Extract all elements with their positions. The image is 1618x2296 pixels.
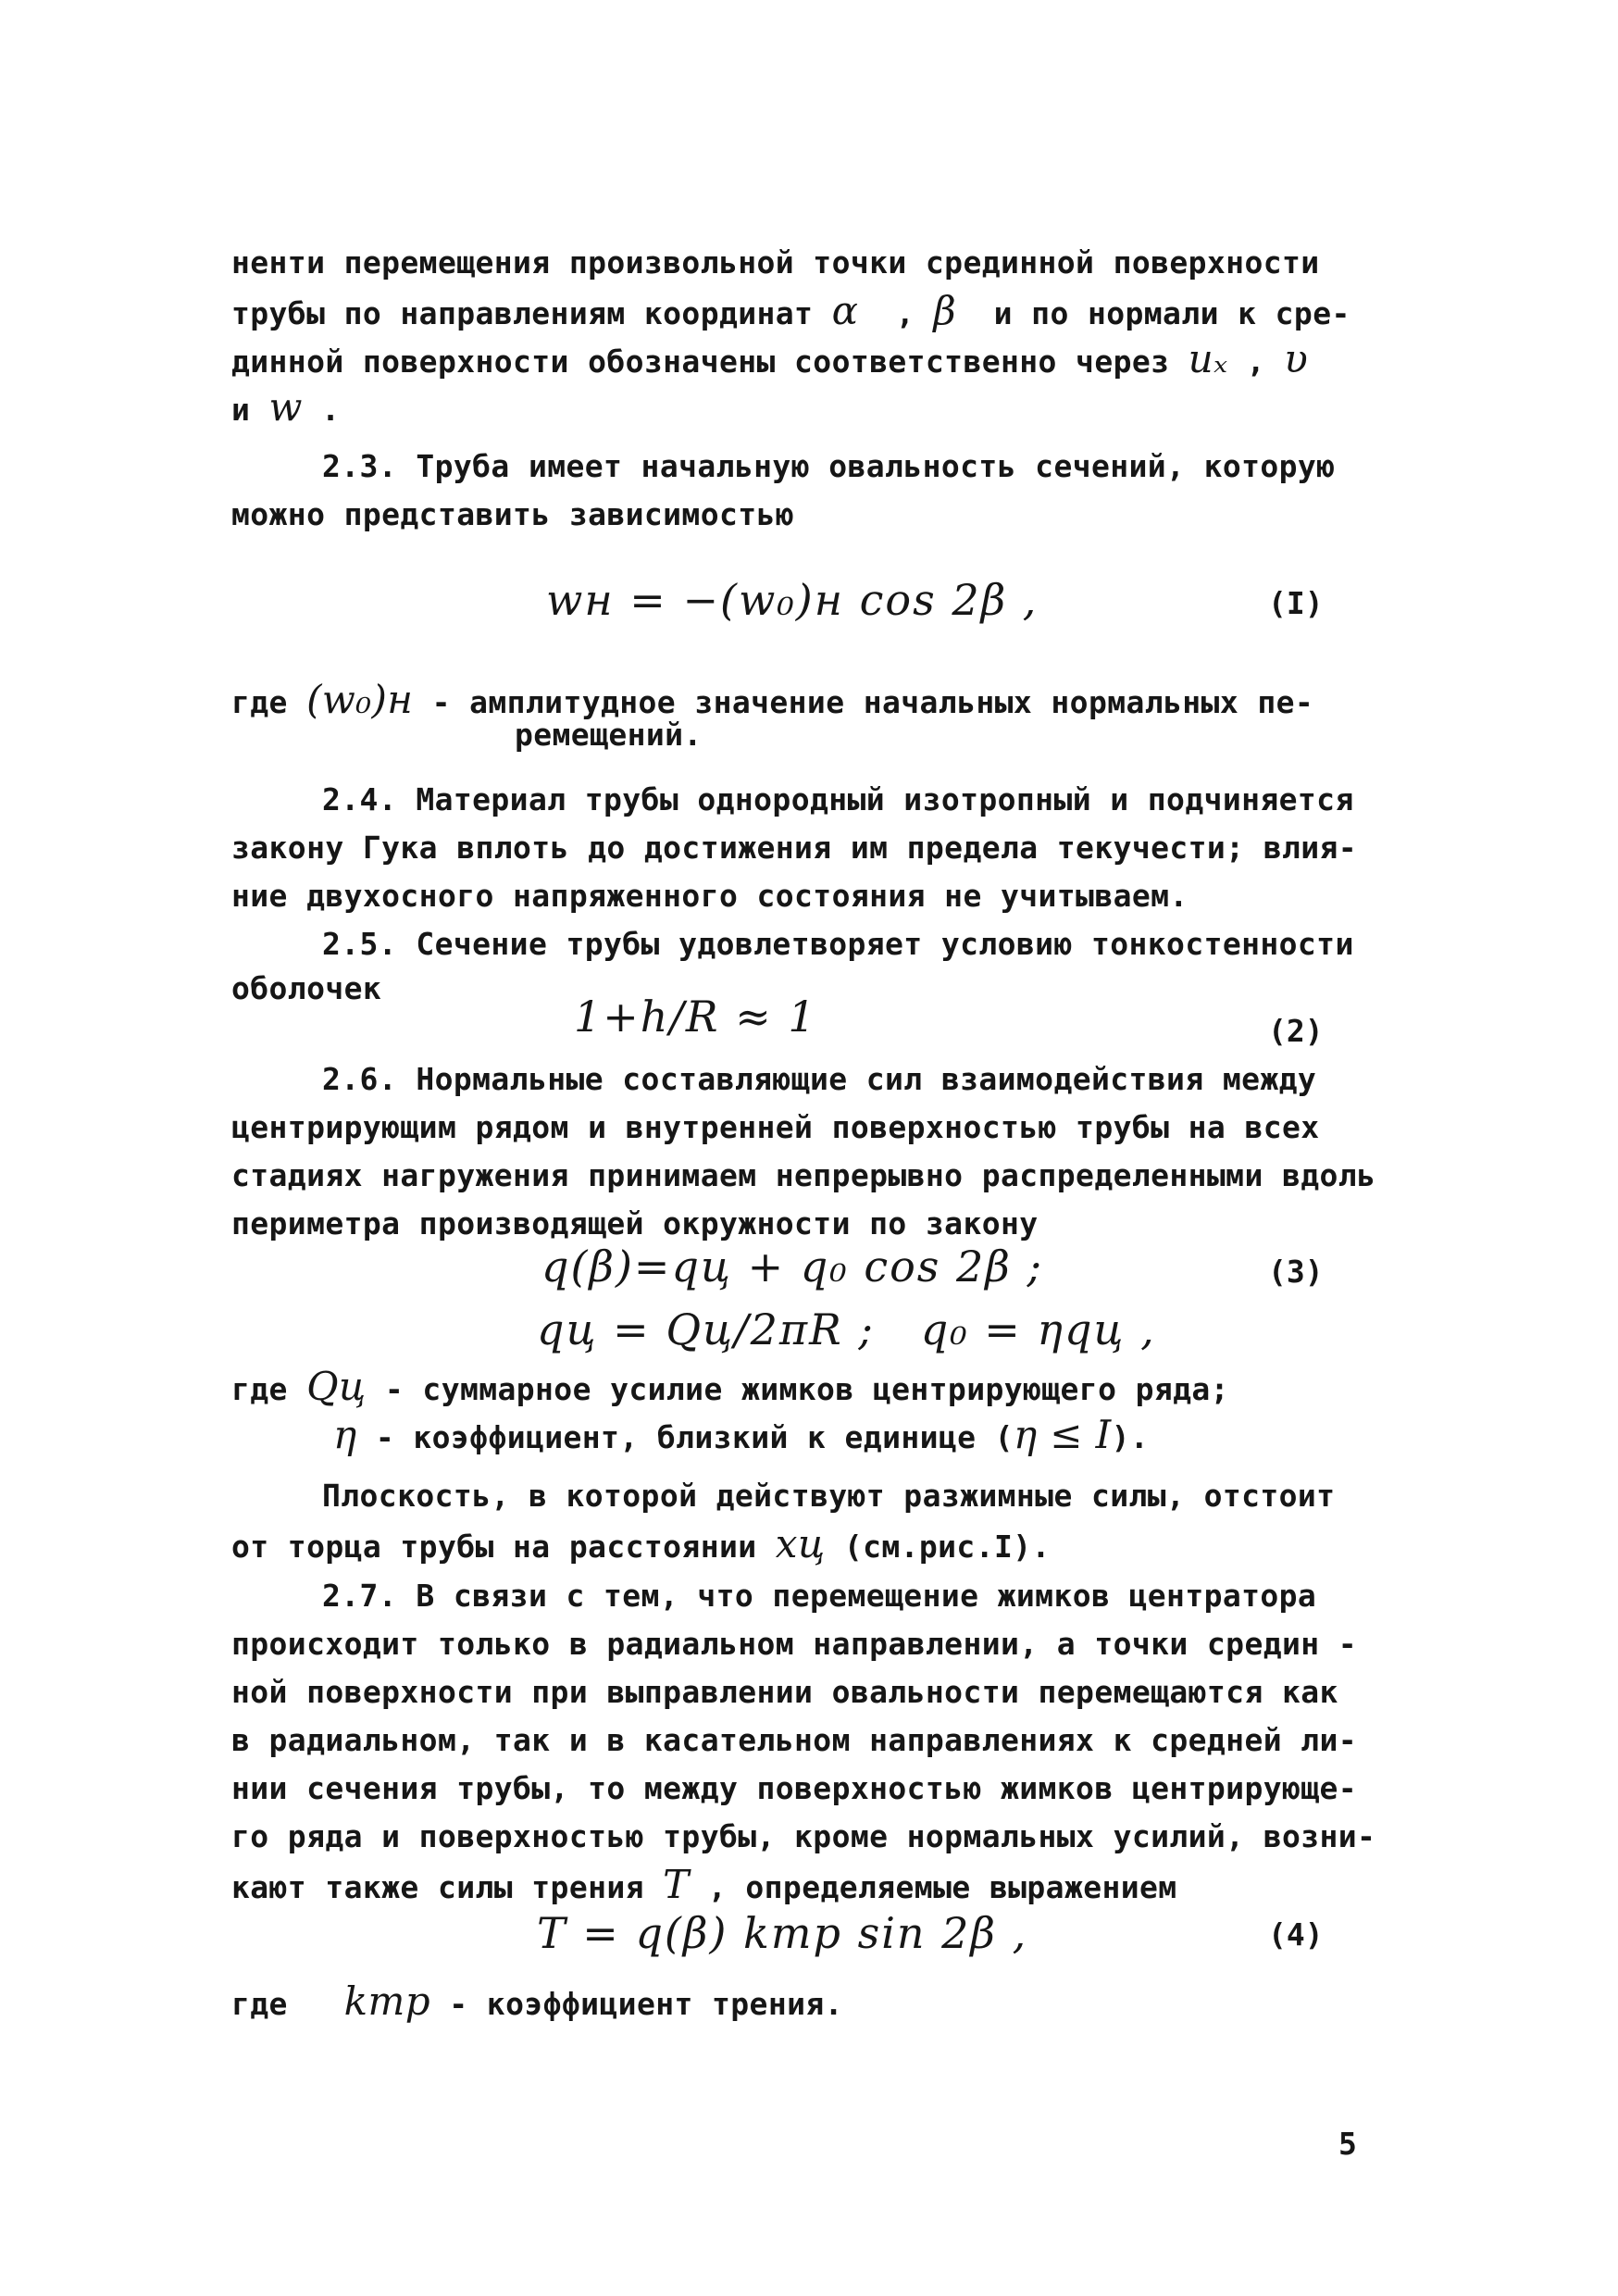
text-line: трубы по направлениям координат α , β и по нормали к сре- [231,288,1350,333]
text-line [231,968,381,1009]
text-line [515,715,703,755]
text-span: закону Гука вплоть до достижения им предела текучести; влия- [231,830,1358,866]
text-span: кают также силы трения [231,1869,664,1905]
formula-1: wн = −(w₀)н cos 2β , [546,575,1039,625]
text-span: ной поверхности при выправлении овальности перемещаются как [231,1674,1338,1710]
symbol-eta: η [333,1412,357,1457]
text-line [231,1768,1357,1809]
symbol-beta: β [933,288,957,333]
equation-number-4: (4) [1268,1916,1324,1953]
text-span: ние двухосного напряженного состояния не учитываем. [231,878,1189,914]
text-span: , определяемые выражением [689,1869,1177,1905]
text-span: от торца трубы на расстоянии [231,1529,776,1565]
symbol-eta-le: η ≤ I [1013,1412,1112,1457]
text-span: 2.3. Труба имеет начальную овальность сечений, которую [322,448,1336,484]
equation-number-3: (3) [1268,1254,1324,1290]
text-span: в радиальном, так и в касательном направлениях к средней ли- [231,1722,1358,1758]
text-span: и по нормали к сре- [956,295,1350,331]
formula-4: T = q(β) kтр sin 2β , [537,1908,1028,1958]
text-line [231,1624,1357,1665]
text-span: где [231,684,307,720]
text-line [231,1672,1338,1713]
symbol-alpha: α [831,288,859,333]
text-span: оболочек [231,970,382,1006]
symbol-xc: xц [775,1521,826,1566]
text-span: - амплитудное значение начальных нормальных пе- [413,684,1314,720]
text-span: нии сечения трубы, то между поверхностью жимков центрирующе- [231,1770,1358,1806]
text-line [231,1204,1039,1244]
text-span: динной поверхности обозначены соответственно через [231,343,1189,380]
text-line [231,1720,1357,1761]
text-span: го ряда и поверхностью трубы, кроме нормальных усилий, возни- [231,1818,1376,1854]
text-span: центрирующим рядом и внутренней поверхностью трубы на всех [231,1109,1320,1145]
text-span: трубы по направлениям координат [231,295,832,331]
text-span: можно представить зависимостью [231,496,795,532]
text-line [322,1476,1335,1516]
text-line [231,494,794,535]
text-line [322,446,1335,487]
symbol-ux: uₓ [1188,336,1228,381]
text-line [231,677,1314,723]
text-line [231,828,1357,868]
formula-2: 1+h/R ≈ 1 [574,992,817,1042]
text-span: ремещений. [515,717,703,753]
symbol-w0h: (w₀)н [306,677,414,722]
text-span: - коэффициент трения. [430,1986,843,2022]
text-line [231,1155,1375,1196]
text-span: (см.рис.I). [825,1529,1051,1565]
text-line [231,876,1189,917]
text-line: и w . [231,384,341,430]
text-span: периметра производящей окружности по закону [231,1205,1039,1242]
text-span: и [231,392,269,428]
text-line [322,1576,1316,1616]
equation-number-2: (2) [1268,1013,1324,1049]
equation-number-1: (I) [1268,585,1324,621]
text-span: - коэффициент, близкий к единице ( [356,1419,1014,1455]
symbol-w: w [268,384,303,430]
symbol-t: T [663,1862,690,1907]
text-line [322,780,1354,820]
text-line [231,1521,1051,1567]
symbol-ktr: kтр [343,1978,430,2024]
formula-3b: qц = Qц/2πR ; q₀ = ηqц , [537,1304,1156,1354]
text-line: динной поверхности обозначены соответственно через uₓ , υ [231,336,1309,381]
text-span: Плоскость, в которой действуют разжимные силы, отстоит [322,1478,1336,1514]
page-number: 5 [1338,2126,1357,2162]
text-span: происходит только в радиальном направлении, а точки средин - [231,1626,1358,1662]
text-line [322,1059,1316,1100]
text-span: 2.7. В связи с тем, что перемещение жимков центратора [322,1578,1317,1614]
text-line [231,1816,1375,1857]
text-span: 2.5. Сечение трубы удовлетворяет условию тонкостенности [322,926,1354,962]
text-line [231,1862,1177,1908]
text-line [231,243,1320,283]
text-span: 2.6. Нормальные составляющие сил взаимодействия между [322,1061,1317,1097]
symbol-qc: Qц [306,1364,367,1409]
text-line [231,1107,1320,1148]
text-span: где [231,1371,307,1407]
symbol-v: υ [1284,336,1309,381]
text-span: ненти перемещения произвольной точки срединной поверхности [231,244,1320,281]
text-line [231,1366,1229,1410]
text-span: 2.4. Материал трубы однородный изотропный и подчиняется [322,781,1354,817]
text-span: ). [1111,1419,1150,1455]
text-line [231,1978,843,2025]
text-line [322,924,1354,965]
formula-3a: q(β)=qц + q₀ cos 2β ; [541,1242,1043,1292]
text-span: где [231,1986,307,2022]
text-span: - суммарное усилие жимков центрирующего ряда; [366,1371,1229,1407]
text-line [333,1412,1150,1458]
text-span: стадиях нагружения принимаем непрерывно распределенными вдоль [231,1157,1376,1193]
